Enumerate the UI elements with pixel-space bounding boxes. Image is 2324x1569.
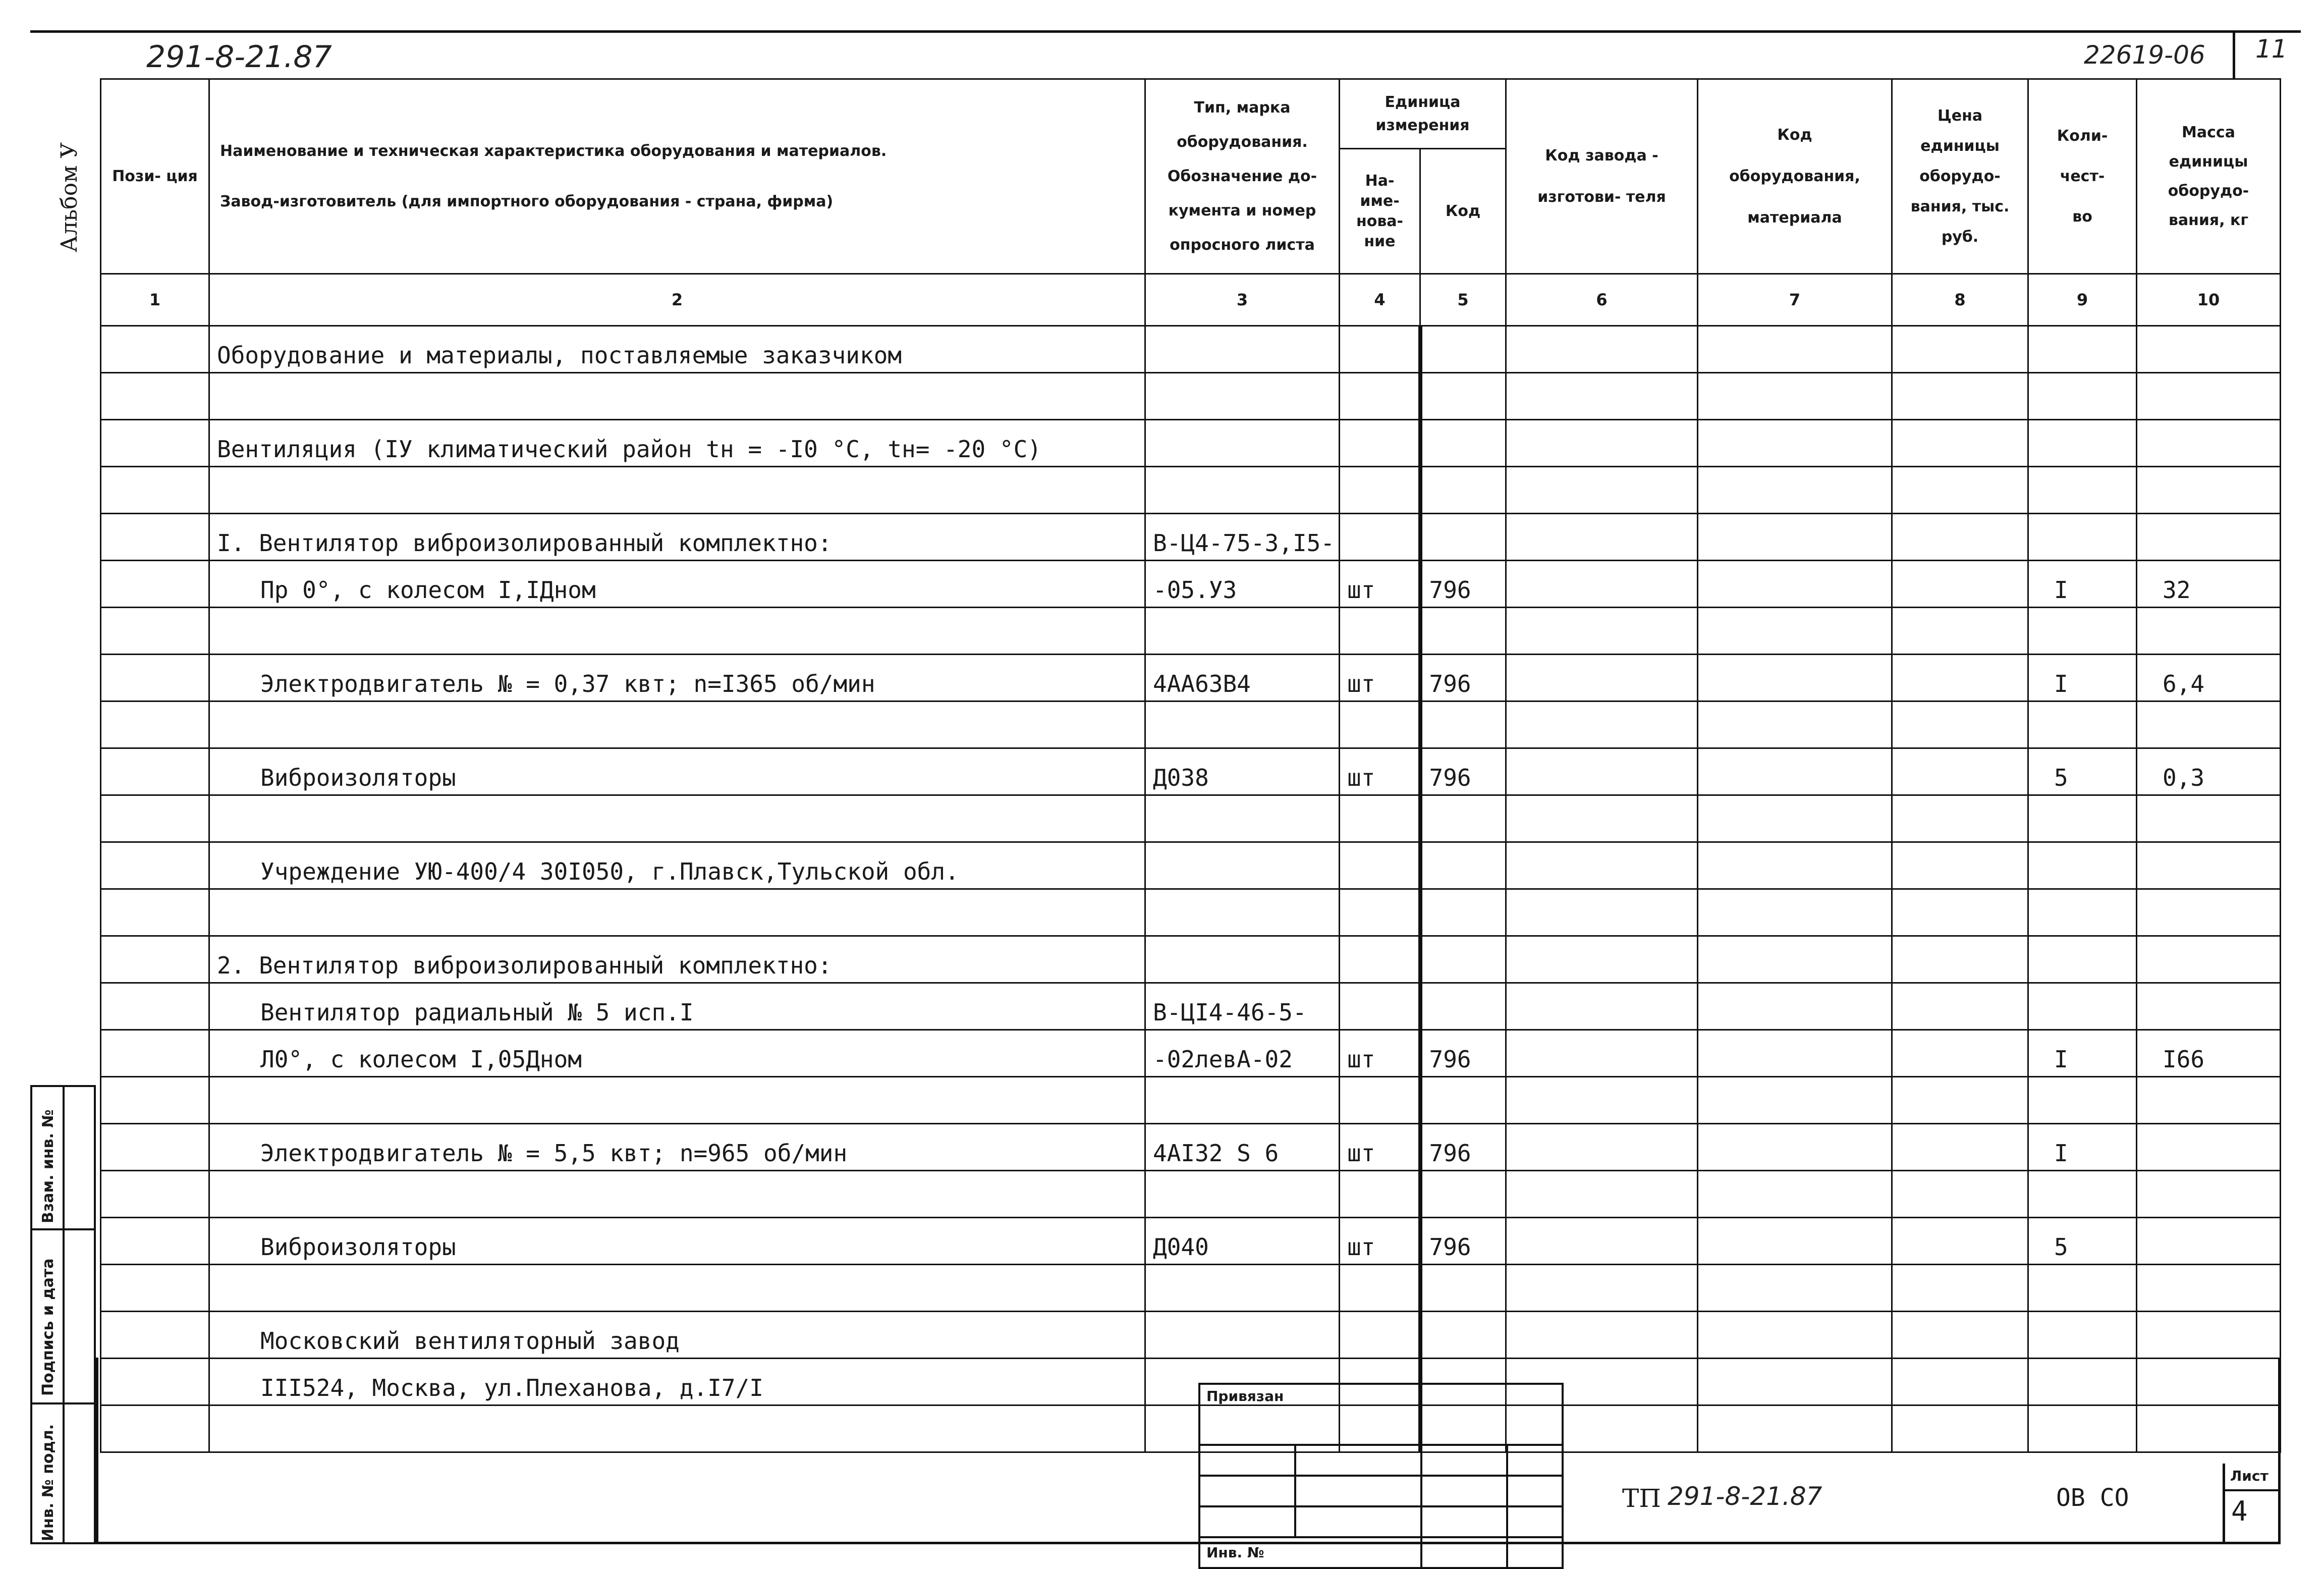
name-cell xyxy=(209,1077,1145,1124)
table-row xyxy=(101,795,2281,842)
col-number: 4 xyxy=(1340,274,1420,326)
mass-cell xyxy=(2137,1171,2281,1218)
maker-code-cell xyxy=(1506,1077,1698,1124)
type-cell: Д038 xyxy=(1145,748,1340,795)
equipment-code-cell xyxy=(1698,701,1892,748)
name-cell: Вентиляция (IУ климатический район tн = -I0 °С, tн= -20 °С) xyxy=(209,420,1145,467)
type-cell: 4АА63В4 xyxy=(1145,655,1340,701)
equipment-code-cell xyxy=(1698,467,1892,514)
maker-code-cell xyxy=(1506,326,1698,373)
unit-code-cell xyxy=(1420,326,1506,373)
price-cell xyxy=(1892,795,2028,842)
price-cell xyxy=(1892,467,2028,514)
header-unit-code: Код xyxy=(1420,149,1506,274)
position-cell xyxy=(101,1265,209,1312)
unit-cell xyxy=(1340,1077,1420,1124)
quantity-cell: I xyxy=(2028,1124,2137,1171)
equipment-code-cell xyxy=(1698,373,1892,420)
mass-cell xyxy=(2137,420,2281,467)
quantity-cell xyxy=(2028,373,2137,420)
maker-code-cell xyxy=(1506,1030,1698,1077)
quantity-cell xyxy=(2028,1312,2137,1359)
unit-cell xyxy=(1340,1171,1420,1218)
header-name-line2: Завод-изготовитель (для импортного оборудования - страна, фирма) xyxy=(220,192,834,210)
mass-cell xyxy=(2137,889,2281,936)
table-row xyxy=(101,514,2281,561)
quantity-cell xyxy=(2028,842,2137,889)
mass-cell xyxy=(2137,936,2281,983)
table-row xyxy=(101,842,2281,889)
unit-cell: шт xyxy=(1340,748,1420,795)
table-row xyxy=(101,1312,2281,1359)
header-type: Тип, марка оборудования. Обозначение до- кумента и номер опросного листа xyxy=(1145,79,1340,274)
quantity-cell xyxy=(2028,608,2137,655)
maker-code-cell xyxy=(1506,983,1698,1030)
position-cell xyxy=(101,748,209,795)
price-cell xyxy=(1892,1030,2028,1077)
type-cell: -05.У3 xyxy=(1145,561,1340,608)
col-number: 2 xyxy=(209,274,1145,326)
price-cell xyxy=(1892,1218,2028,1265)
mass-cell xyxy=(2137,795,2281,842)
table-row xyxy=(101,655,2281,701)
maker-code-cell xyxy=(1506,420,1698,467)
mass-cell: 0,3 xyxy=(2137,748,2281,795)
quantity-cell: I xyxy=(2028,655,2137,701)
position-cell xyxy=(101,1030,209,1077)
position-cell xyxy=(101,420,209,467)
unit-cell: шт xyxy=(1340,1030,1420,1077)
table-row xyxy=(101,1218,2281,1265)
name-cell: Учреждение УЮ-400/4 30I050, г.Плавск,Тульской обл. xyxy=(209,842,1145,889)
name-cell: Виброизоляторы xyxy=(209,1218,1145,1265)
position-cell xyxy=(101,655,209,701)
maker-code-cell xyxy=(1506,561,1698,608)
specification-body xyxy=(101,326,2281,1452)
unit-code-cell: 796 xyxy=(1420,561,1506,608)
position-cell xyxy=(101,467,209,514)
position-cell xyxy=(101,983,209,1030)
equipment-code-cell xyxy=(1698,795,1892,842)
quantity-cell xyxy=(2028,1265,2137,1312)
type-cell xyxy=(1145,795,1340,842)
archive-number: 22619-06 xyxy=(2084,40,2205,70)
type-cell xyxy=(1145,373,1340,420)
mass-cell xyxy=(2137,1218,2281,1265)
header-unit-name: На- име- нова- ние xyxy=(1340,149,1420,274)
unit-code-cell xyxy=(1420,1265,1506,1312)
unit-cell xyxy=(1340,326,1420,373)
equipment-code-cell xyxy=(1698,326,1892,373)
side-label-inv-original: Инв. № подл. xyxy=(39,1424,57,1541)
maker-code-cell xyxy=(1506,1124,1698,1171)
top-rule xyxy=(30,30,2301,33)
bottom-frame xyxy=(96,1358,2281,1544)
quantity-cell: I xyxy=(2028,561,2137,608)
unit-code-cell xyxy=(1420,1312,1506,1359)
type-cell: В-Ц4-75-3,I5- xyxy=(1145,514,1340,561)
mass-cell xyxy=(2137,1265,2281,1312)
position-cell xyxy=(101,1312,209,1359)
unit-code-cell xyxy=(1420,983,1506,1030)
price-cell xyxy=(1892,842,2028,889)
mass-cell xyxy=(2137,467,2281,514)
unit-code-cell xyxy=(1420,795,1506,842)
col-number: 10 xyxy=(2137,274,2281,326)
quantity-cell xyxy=(2028,467,2137,514)
unit-cell xyxy=(1340,795,1420,842)
type-cell: В-ЦI4-46-5- xyxy=(1145,983,1340,1030)
name-cell: I. Вентилятор виброизолированный комплектно: xyxy=(209,514,1145,561)
unit-cell xyxy=(1340,842,1420,889)
table-row xyxy=(101,1030,2281,1077)
price-cell xyxy=(1892,608,2028,655)
price-cell xyxy=(1892,983,2028,1030)
name-cell xyxy=(209,889,1145,936)
col-number: 9 xyxy=(2028,274,2137,326)
maker-code-cell xyxy=(1506,936,1698,983)
equipment-code-cell xyxy=(1698,1124,1892,1171)
unit-cell xyxy=(1340,373,1420,420)
unit-cell xyxy=(1340,420,1420,467)
side-stamp xyxy=(30,1085,96,1544)
unit-cell: шт xyxy=(1340,1218,1420,1265)
unit-cell xyxy=(1340,983,1420,1030)
specification-table xyxy=(100,78,2281,1453)
binding-stamp-title: Привязан xyxy=(1199,1384,1563,1445)
equipment-code-cell xyxy=(1698,561,1892,608)
equipment-code-cell xyxy=(1698,842,1892,889)
table-row xyxy=(101,373,2281,420)
name-cell: Вентилятор радиальный № 5 исп.I xyxy=(209,983,1145,1030)
equipment-code-cell xyxy=(1698,655,1892,701)
position-cell xyxy=(101,514,209,561)
header-position: Пози- ция xyxy=(101,79,209,274)
type-cell xyxy=(1145,936,1340,983)
sheet-label: Лист xyxy=(2225,1464,2278,1491)
position-cell xyxy=(101,608,209,655)
table-row xyxy=(101,889,2281,936)
col-number: 1 xyxy=(101,274,209,326)
mass-cell xyxy=(2137,373,2281,420)
unit-code-cell xyxy=(1420,1171,1506,1218)
name-cell: Виброизоляторы xyxy=(209,748,1145,795)
col-number: 7 xyxy=(1698,274,1892,326)
quantity-cell: 5 xyxy=(2028,748,2137,795)
position-cell xyxy=(101,326,209,373)
type-cell xyxy=(1145,889,1340,936)
mass-cell xyxy=(2137,1077,2281,1124)
unit-code-cell: 796 xyxy=(1420,655,1506,701)
unit-code-cell xyxy=(1420,514,1506,561)
binding-stamp-inv: Инв. № xyxy=(1199,1537,1421,1568)
side-label-sign-date: Подпись и дата xyxy=(39,1258,57,1396)
quantity-cell xyxy=(2028,983,2137,1030)
column-number-row xyxy=(101,274,2281,326)
name-cell: 2. Вентилятор виброизолированный комплектно: xyxy=(209,936,1145,983)
price-cell xyxy=(1892,561,2028,608)
name-cell: Оборудование и материалы, поставляемые заказчиком xyxy=(209,326,1145,373)
equipment-code-cell xyxy=(1698,748,1892,795)
type-cell: -02левА-02 xyxy=(1145,1030,1340,1077)
maker-code-cell xyxy=(1506,889,1698,936)
header-quantity: Коли- чест- во xyxy=(2028,79,2137,274)
quantity-cell xyxy=(2028,795,2137,842)
unit-code-cell: 796 xyxy=(1420,1030,1506,1077)
unit-code-cell xyxy=(1420,420,1506,467)
mass-cell xyxy=(2137,983,2281,1030)
page-corner-number: 11 xyxy=(2255,34,2288,64)
unit-code-cell: 796 xyxy=(1420,1124,1506,1171)
table-row xyxy=(101,420,2281,467)
type-cell xyxy=(1145,1171,1340,1218)
equipment-code-cell xyxy=(1698,608,1892,655)
maker-code-cell xyxy=(1506,1218,1698,1265)
table-row xyxy=(101,608,2281,655)
equipment-code-cell xyxy=(1698,889,1892,936)
equipment-code-cell xyxy=(1698,1030,1892,1077)
type-cell xyxy=(1145,467,1340,514)
name-cell xyxy=(209,1265,1145,1312)
type-cell xyxy=(1145,842,1340,889)
unit-code-cell xyxy=(1420,608,1506,655)
mass-cell xyxy=(2137,1312,2281,1359)
unit-cell xyxy=(1340,467,1420,514)
table-row xyxy=(101,748,2281,795)
table-row xyxy=(101,326,2281,373)
price-cell xyxy=(1892,1171,2028,1218)
position-cell xyxy=(101,889,209,936)
header-name xyxy=(209,79,1145,274)
unit-cell xyxy=(1340,936,1420,983)
mass-cell xyxy=(2137,842,2281,889)
mass-cell xyxy=(2137,608,2281,655)
quantity-cell xyxy=(2028,420,2137,467)
name-cell: Электродвигатель № = 5,5 квт; n=965 об/мин xyxy=(209,1124,1145,1171)
unit-cell xyxy=(1340,701,1420,748)
position-cell xyxy=(101,1218,209,1265)
equipment-code-cell xyxy=(1698,1218,1892,1265)
col-number: 3 xyxy=(1145,274,1340,326)
price-cell xyxy=(1892,748,2028,795)
maker-code-cell xyxy=(1506,748,1698,795)
header-equipment-code: Код оборудования, материала xyxy=(1698,79,1892,274)
quantity-cell: I xyxy=(2028,1030,2137,1077)
maker-code-cell xyxy=(1506,1312,1698,1359)
price-cell xyxy=(1892,889,2028,936)
unit-code-cell xyxy=(1420,936,1506,983)
unit-code-cell xyxy=(1420,701,1506,748)
unit-cell xyxy=(1340,608,1420,655)
quantity-cell: 5 xyxy=(2028,1218,2137,1265)
price-cell xyxy=(1892,1124,2028,1171)
col-number: 6 xyxy=(1506,274,1698,326)
price-cell xyxy=(1892,420,2028,467)
quantity-cell xyxy=(2028,326,2137,373)
equipment-code-cell xyxy=(1698,983,1892,1030)
mass-cell xyxy=(2137,1124,2281,1171)
col-number: 5 xyxy=(1420,274,1506,326)
type-cell xyxy=(1145,701,1340,748)
position-cell xyxy=(101,1124,209,1171)
quantity-cell xyxy=(2028,514,2137,561)
mass-cell xyxy=(2137,701,2281,748)
type-cell xyxy=(1145,1265,1340,1312)
name-cell: Электродвигатель № = 0,37 квт; n=I365 об/мин xyxy=(209,655,1145,701)
position-cell xyxy=(101,1077,209,1124)
maker-code-cell xyxy=(1506,1265,1698,1312)
equipment-code-cell xyxy=(1698,1077,1892,1124)
type-cell: 4АI32 S 6 xyxy=(1145,1124,1340,1171)
type-cell xyxy=(1145,326,1340,373)
table-row xyxy=(101,1171,2281,1218)
equipment-code-cell xyxy=(1698,1265,1892,1312)
name-cell: III524, Москва, ул.Плеханова, д.I7/I xyxy=(209,1359,1145,1405)
doc-code-handwritten: 291-8-21.87 xyxy=(146,39,332,75)
name-cell xyxy=(209,1171,1145,1218)
position-cell xyxy=(101,936,209,983)
quantity-cell xyxy=(2028,889,2137,936)
unit-cell: шт xyxy=(1340,1124,1420,1171)
equipment-code-cell xyxy=(1698,1171,1892,1218)
price-cell xyxy=(1892,655,2028,701)
equipment-code-cell xyxy=(1698,514,1892,561)
binding-stamp xyxy=(1198,1383,1564,1569)
maker-code-cell xyxy=(1506,1171,1698,1218)
col-number: 8 xyxy=(1892,274,2028,326)
price-cell xyxy=(1892,514,2028,561)
unit-code-cell xyxy=(1420,373,1506,420)
price-cell xyxy=(1892,1077,2028,1124)
unit-code-cell: 796 xyxy=(1420,748,1506,795)
mass-cell xyxy=(2137,326,2281,373)
table-row xyxy=(101,467,2281,514)
type-cell xyxy=(1145,420,1340,467)
mass-cell xyxy=(2137,514,2281,561)
quantity-cell xyxy=(2028,701,2137,748)
maker-code-cell xyxy=(1506,701,1698,748)
table-row xyxy=(101,936,2281,983)
price-cell xyxy=(1892,326,2028,373)
table-row xyxy=(101,561,2281,608)
unit-cell: шт xyxy=(1340,561,1420,608)
unit-code-cell: 796 xyxy=(1420,1218,1506,1265)
position-cell xyxy=(101,1171,209,1218)
unit-cell xyxy=(1340,1265,1420,1312)
equipment-code-cell xyxy=(1698,936,1892,983)
position-cell xyxy=(101,373,209,420)
type-cell xyxy=(1145,608,1340,655)
title-doc-code: 291-8-21.87 xyxy=(1668,1482,1822,1511)
unit-cell: шт xyxy=(1340,655,1420,701)
table-row xyxy=(101,1124,2281,1171)
maker-code-cell xyxy=(1506,795,1698,842)
unit-cell xyxy=(1340,889,1420,936)
header-unit-group: Единица измерения xyxy=(1340,79,1506,149)
table-row xyxy=(101,1077,2281,1124)
header-maker-code: Код завода - изготови- теля xyxy=(1506,79,1698,274)
type-cell xyxy=(1145,1077,1340,1124)
maker-code-cell xyxy=(1506,655,1698,701)
table-row xyxy=(101,701,2281,748)
maker-code-cell xyxy=(1506,608,1698,655)
maker-code-cell xyxy=(1506,373,1698,420)
name-cell: Пр 0°, с колесом I,IДном xyxy=(209,561,1145,608)
unit-code-cell xyxy=(1420,889,1506,936)
name-cell xyxy=(209,795,1145,842)
mass-cell: I66 xyxy=(2137,1030,2281,1077)
price-cell xyxy=(1892,701,2028,748)
sheet-box xyxy=(2223,1464,2278,1542)
quantity-cell xyxy=(2028,1077,2137,1124)
position-cell xyxy=(101,842,209,889)
header-mass: Масса единицы оборудо- вания, кг xyxy=(2137,79,2281,274)
header-row xyxy=(101,79,2281,149)
mass-cell: 32 xyxy=(2137,561,2281,608)
title-section: ОВ СО xyxy=(2056,1484,2129,1512)
unit-code-cell xyxy=(1420,467,1506,514)
name-cell xyxy=(209,467,1145,514)
equipment-code-cell xyxy=(1698,1312,1892,1359)
maker-code-cell xyxy=(1506,467,1698,514)
unit-cell xyxy=(1340,1312,1420,1359)
position-cell xyxy=(101,795,209,842)
mass-cell: 6,4 xyxy=(2137,655,2281,701)
header-price: Цена единицы оборудо- вания, тыс. руб. xyxy=(1892,79,2028,274)
unit-code-cell xyxy=(1420,1077,1506,1124)
quantity-cell xyxy=(2028,1171,2137,1218)
price-cell xyxy=(1892,373,2028,420)
type-cell xyxy=(1145,1312,1340,1359)
header-name-line1: Наименование и техническая характеристика оборудования и материалов. xyxy=(220,142,887,160)
type-cell: Д040 xyxy=(1145,1218,1340,1265)
name-cell: Московский вентиляторный завод xyxy=(209,1312,1145,1359)
title-doc-prefix: ТП xyxy=(1622,1484,1661,1513)
corner-rule xyxy=(2233,31,2235,79)
price-cell xyxy=(1892,1312,2028,1359)
maker-code-cell xyxy=(1506,842,1698,889)
position-cell xyxy=(101,561,209,608)
unit-code-cell xyxy=(1420,842,1506,889)
maker-code-cell xyxy=(1506,514,1698,561)
table-row xyxy=(101,983,2281,1030)
side-label-inv-replace: Взам. инв. № xyxy=(39,1109,57,1223)
name-cell xyxy=(209,701,1145,748)
album-label: Альбом У xyxy=(57,142,82,252)
name-cell xyxy=(209,608,1145,655)
position-cell xyxy=(101,701,209,748)
sheet-number: 4 xyxy=(2231,1495,2248,1527)
quantity-cell xyxy=(2028,936,2137,983)
price-cell xyxy=(1892,1265,2028,1312)
name-cell xyxy=(209,373,1145,420)
price-cell xyxy=(1892,936,2028,983)
name-cell: Л0°, с колесом I,05Дном xyxy=(209,1030,1145,1077)
unit-cell xyxy=(1340,514,1420,561)
table-row xyxy=(101,1265,2281,1312)
equipment-code-cell xyxy=(1698,420,1892,467)
